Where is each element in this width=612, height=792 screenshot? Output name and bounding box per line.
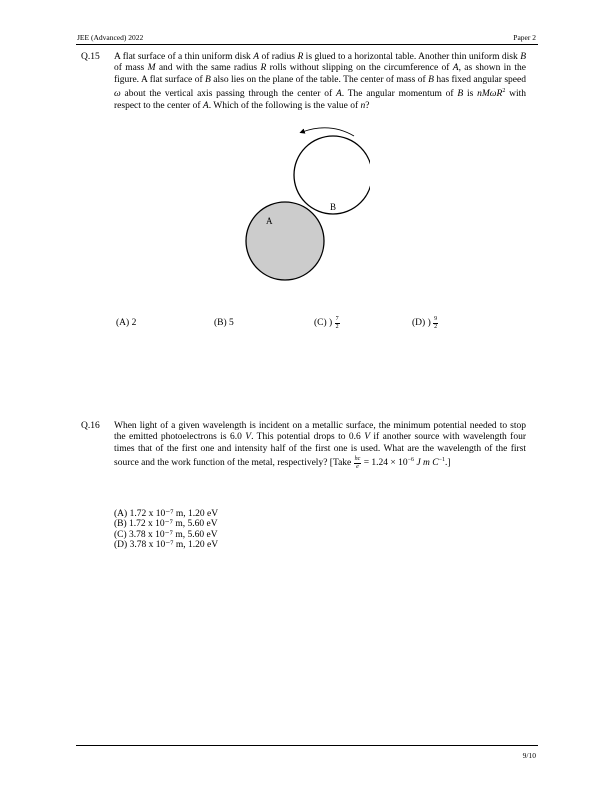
disk-a: [246, 202, 324, 280]
disk-b-label: B: [330, 202, 337, 212]
q15-option-d-numerator: 9: [434, 316, 438, 322]
q15-option-b: (B) 5: [214, 318, 234, 328]
footer-page-number: 9/10: [522, 751, 536, 760]
q15-option-c: [314, 316, 340, 330]
footer-rule: [76, 745, 538, 746]
q15-option-c-prefix: (C) ): [314, 318, 333, 329]
header-paper-number: Paper 2: [513, 33, 536, 42]
q15-option-d-prefix: (D) ): [412, 318, 431, 329]
q16-option-b: (B) 1.72 x 10⁻⁷ m, 5.60 eV: [114, 519, 218, 530]
q15-option-c-denominator: 2: [335, 323, 339, 330]
q15-option-c-numerator: 7: [335, 316, 339, 322]
header-exam-title: JEE (Advanced) 2022: [77, 33, 144, 42]
q15-option-d: [412, 316, 438, 330]
q15-option-c-fraction: [335, 316, 340, 330]
header-rule: [76, 44, 538, 45]
q15-option-d-fraction: [433, 316, 438, 330]
q15-number: Q.15: [81, 52, 100, 62]
q16-number: Q.16: [81, 421, 100, 431]
q16-option-a: (A) 1.72 x 10⁻⁷ m, 1.20 eV: [114, 509, 219, 519]
q15-figure: [230, 120, 370, 290]
q15-option-d-denominator: 2: [434, 323, 438, 330]
q16-options: [114, 509, 218, 551]
q16-text: When light of a given wavelength is incident on a metallic surface, the minimum potential needed to stop the emitted photoelectrons is 6.0 V. This potential drops to 0.6 V if another source with wavelength four times that of the first one and intensity half of the first one is used. What are the wavelength of the first source and the work function of the metal, respectively? [Take $\frac{hc}{e}$ = $1.24 \times 10^{-6}$ J m $C^{-1}$.]: [114, 421, 526, 470]
q15-option-a: (A) 2: [116, 318, 137, 328]
disk-a-label: A: [266, 216, 273, 226]
q15-text: A flat surface of a thin uniform disk A of radius R is glued to a horizontal table. Another thin uniform disk B of mass M and with the same radius R rolls without slipping on the circumference of A, as shown in the figure. A flat surface of B also lies on the plane of the table. The center of mass of B has fixed angular speed ω about the vertical axis passing through the center of A. The angular momentum of B is nMωR$^2$ with respect to the center of A. Which of the following is the value of n?: [114, 52, 526, 111]
q16-option-c: (C) 3.78 x 10⁻⁷ m, 5.60 eV: [114, 529, 218, 540]
rotation-arrow-icon: [302, 128, 354, 136]
q16-option-d: (D) 3.78 x 10⁻⁷ m, 1.20 eV: [114, 540, 219, 551]
